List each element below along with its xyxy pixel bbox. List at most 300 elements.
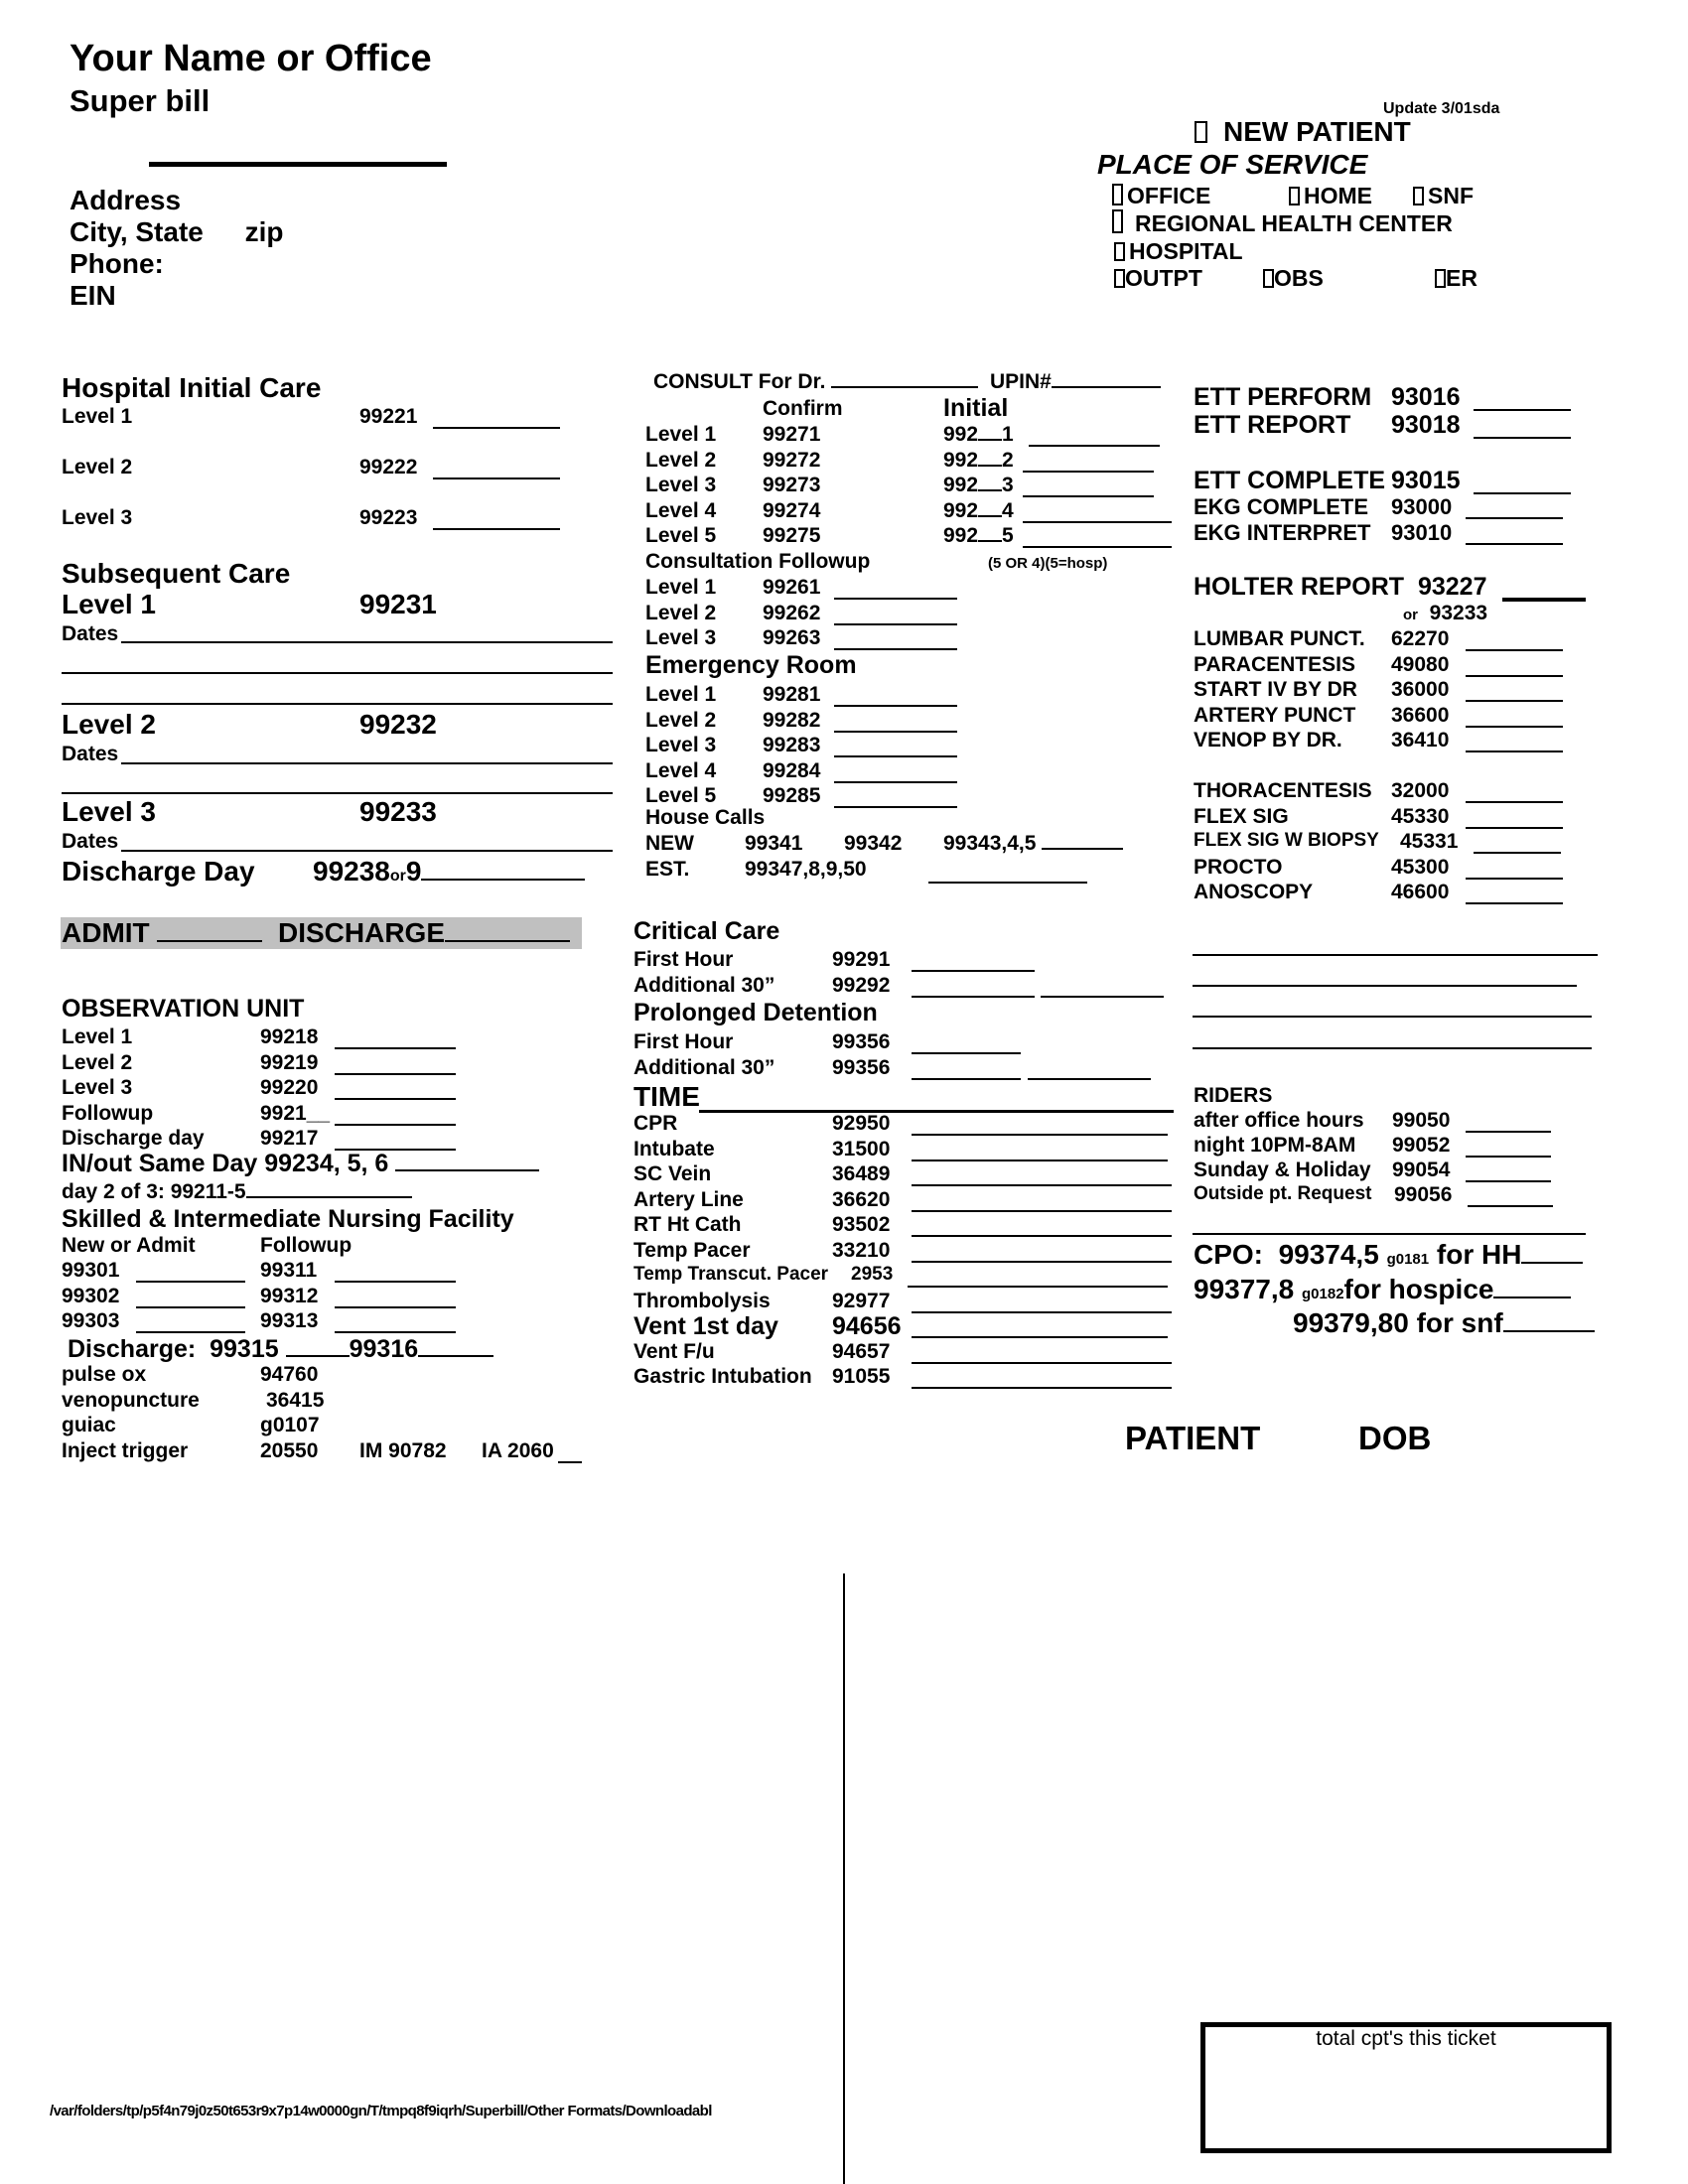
procedure-label: ANOSCOPY — [1194, 881, 1314, 903]
entry-blank[interactable] — [433, 528, 560, 530]
entry-blank[interactable] — [433, 478, 560, 479]
dr-blank[interactable] — [831, 385, 978, 388]
entry-blank[interactable] — [1023, 471, 1154, 473]
procedure-label: Vent F/u — [633, 1339, 715, 1363]
entry-blank[interactable] — [834, 598, 957, 600]
procedure-label: LUMBAR PUNCT. — [1194, 627, 1365, 650]
col-followup: Followup — [260, 1234, 352, 1257]
pos-label: SNF — [1428, 183, 1474, 208]
entry-blank[interactable] — [912, 1387, 1172, 1389]
entry-blank[interactable] — [335, 1098, 456, 1100]
digit-blank[interactable] — [978, 488, 1002, 491]
entry-blank[interactable] — [1466, 517, 1563, 519]
cpo-snf: 99379,80 for snf — [1293, 1307, 1503, 1338]
entry-blank[interactable] — [1466, 543, 1563, 545]
entry-blank[interactable] — [1466, 827, 1563, 829]
code-suffix: 5 — [1002, 524, 1014, 547]
new-patient-label: NEW PATIENT — [1223, 116, 1411, 147]
entry-blank[interactable] — [908, 1286, 1168, 1288]
hic-code: 99222 — [359, 456, 418, 478]
rider-code: 99056 — [1394, 1183, 1453, 1206]
cpo-for: for hospice — [1343, 1274, 1494, 1304]
procedure-label: START IV BY DR — [1194, 678, 1357, 701]
nf-new-code: 99303 — [62, 1309, 120, 1332]
misc-label: venopuncture — [62, 1388, 200, 1412]
entry-blank[interactable] — [1466, 878, 1563, 880]
entry-blank[interactable] — [912, 1134, 1168, 1136]
prolonged-detention-label: Additional 30” — [633, 1055, 775, 1079]
fold-divider — [843, 1573, 845, 2184]
hospital-initial-care-title: Hospital Initial Care — [62, 372, 322, 403]
procedure-code: 45330 — [1391, 804, 1450, 828]
entry-blank[interactable] — [1041, 996, 1164, 998]
entry-blank[interactable] — [335, 1047, 456, 1049]
code-suffix: 3 — [1002, 474, 1014, 496]
dates-line[interactable] — [121, 850, 613, 852]
procedure-label: CPR — [633, 1112, 678, 1135]
entry-blank[interactable] — [912, 1210, 1172, 1212]
time-line[interactable] — [699, 1110, 1174, 1113]
consult-level-label: Level 1 — [645, 423, 717, 446]
entry-blank[interactable] — [335, 1281, 456, 1283]
procedure-label: PROCTO — [1194, 855, 1283, 879]
dates-label: Dates — [62, 743, 119, 765]
total-cpt-box[interactable] — [1200, 2022, 1612, 2153]
dates-line[interactable] — [62, 703, 613, 705]
pos-obs[interactable] — [1263, 265, 1324, 292]
consult-initial-code — [943, 524, 1014, 548]
misc-code: 20550 — [260, 1438, 319, 1462]
entry-blank[interactable] — [433, 427, 560, 429]
hic-code: 99221 — [359, 405, 418, 428]
misc-label: guiac — [62, 1414, 116, 1436]
phone-label: Phone: — [70, 248, 164, 279]
cardiac-label: ETT COMPLETE — [1194, 467, 1386, 494]
entry-blank[interactable] — [912, 1261, 1172, 1263]
code: 99343,4,5 — [943, 832, 1037, 855]
upin-label: UPIN# — [989, 370, 1052, 393]
note-line[interactable] — [1193, 954, 1598, 956]
rider-code: 99050 — [1392, 1109, 1451, 1132]
riders-line[interactable] — [1193, 1233, 1586, 1235]
pos-label: OBS — [1274, 265, 1324, 291]
pos-label: HOSPITAL — [1129, 238, 1243, 264]
entry-blank[interactable] — [136, 1281, 245, 1283]
procedure-label: Thrombolysis — [633, 1289, 771, 1312]
entry-blank[interactable] — [1474, 852, 1561, 854]
obs-code: 99217 — [260, 1127, 319, 1150]
emergency-room-title: Emergency Room — [645, 651, 857, 679]
place-of-service-title: PLACE OF SERVICE — [1097, 149, 1368, 180]
consult-confirm-code: 99273 — [763, 474, 821, 496]
entry-blank[interactable] — [335, 1331, 456, 1333]
entry-blank[interactable] — [912, 1311, 1172, 1313]
entry-blank[interactable] — [1521, 1261, 1583, 1264]
new-patient-option[interactable] — [1195, 116, 1411, 148]
subsequent-level-1-code: 99231 — [359, 589, 437, 619]
critical-care-label: Additional 30” — [633, 973, 775, 997]
discharge-field[interactable] — [278, 917, 570, 949]
er-code: 99282 — [763, 708, 821, 732]
obs-code: 99218 — [260, 1025, 319, 1048]
dates-line[interactable] — [62, 792, 613, 794]
cpo-code: 99374,5 — [1278, 1239, 1379, 1270]
procedure-code: 36489 — [832, 1162, 891, 1185]
consult-confirm-code: 99275 — [763, 524, 821, 547]
cardiac-code: 93018 — [1391, 411, 1461, 439]
cpo-g-code: g0182 — [1302, 1286, 1344, 1302]
checkbox-icon[interactable] — [1413, 187, 1424, 205]
checkbox-icon[interactable] — [1114, 269, 1125, 288]
pos-outpt[interactable] — [1114, 265, 1202, 292]
misc-code: 36415 — [266, 1388, 325, 1412]
entry-blank[interactable] — [1023, 521, 1172, 523]
time-label: TIME — [633, 1081, 700, 1112]
er-code: 99284 — [763, 758, 821, 782]
observation-unit-title: OBSERVATION UNIT — [62, 995, 305, 1023]
entry-blank[interactable] — [834, 705, 957, 707]
total-cpt-label: total cpt's this ticket — [1316, 2027, 1496, 2050]
subsequent-level-2: Level 2 — [62, 709, 156, 740]
entry-blank[interactable] — [928, 882, 1087, 884]
subsequent-level-1: Level 1 — [62, 589, 156, 619]
admit-label: ADMIT — [62, 917, 150, 948]
code-prefix: 992 — [943, 448, 979, 472]
dates-line[interactable] — [62, 672, 613, 674]
er-label: Level 1 — [645, 683, 717, 706]
obs-label: Level 1 — [62, 1025, 133, 1048]
procedure-code: 94656 — [832, 1312, 902, 1340]
procedure-code: 36410 — [1391, 729, 1450, 751]
form-title: Super bill — [70, 83, 211, 118]
entry-blank[interactable] — [912, 1336, 1168, 1338]
code: 99238 — [313, 856, 390, 887]
entry-blank[interactable] — [912, 1235, 1172, 1237]
cardiac-label: EKG INTERPRET — [1194, 520, 1371, 545]
misc-im-code: IM 90782 — [359, 1438, 447, 1462]
house-calls-est: EST. — [645, 858, 690, 881]
procedure-label: SC Vein — [633, 1162, 712, 1185]
col-new-or-admit: New or Admit — [62, 1234, 196, 1257]
checkbox-icon[interactable] — [1263, 269, 1274, 288]
rider-code: 99052 — [1392, 1134, 1451, 1157]
entry-blank[interactable] — [1466, 700, 1563, 702]
critical-care-label: First Hour — [633, 948, 734, 971]
dates-line[interactable] — [121, 641, 613, 643]
procedure-code: 33210 — [832, 1238, 891, 1262]
misc-label: pulse ox — [62, 1363, 147, 1386]
procedure-label: PARACENTESIS — [1194, 652, 1355, 676]
obs-label: Discharge day — [62, 1127, 205, 1150]
obs-code: 99220 — [260, 1076, 319, 1099]
misc-code: 94760 — [260, 1363, 319, 1386]
holter-alt — [1403, 602, 1487, 625]
consult-level-label: Level 4 — [645, 498, 717, 522]
house-calls-est-code: 99347,8,9,50 — [745, 858, 867, 881]
prolonged-detention-label: First Hour — [633, 1030, 734, 1053]
house-calls-code — [943, 832, 1123, 856]
entry-blank[interactable] — [421, 878, 585, 881]
rider-label: Outside pt. Request — [1194, 1183, 1372, 1204]
procedure-code: 32000 — [1391, 779, 1450, 802]
critical-care-code: 99292 — [832, 973, 891, 997]
entry-blank[interactable] — [834, 623, 957, 625]
pos-label: REGIONAL HEALTH CENTER — [1135, 210, 1453, 236]
entry-blank[interactable] — [136, 1306, 245, 1308]
entry-blank[interactable] — [1466, 726, 1563, 728]
zip-label: zip — [244, 216, 284, 247]
entry-blank[interactable] — [1503, 1329, 1595, 1332]
cpo-line-3 — [1293, 1307, 1595, 1339]
digit-blank[interactable] — [978, 438, 1002, 441]
entry-blank[interactable] — [834, 648, 957, 650]
hic-label: Level 2 — [62, 456, 133, 478]
admit-field[interactable] — [62, 917, 262, 949]
entry-blank[interactable] — [1493, 1296, 1571, 1298]
cardiac-code: 93010 — [1391, 520, 1453, 545]
entry-blank[interactable] — [136, 1331, 245, 1333]
entry-blank[interactable] — [1466, 1131, 1551, 1133]
obs-label: Level 2 — [62, 1050, 133, 1074]
procedure-code: 94657 — [832, 1339, 891, 1363]
digit-blank[interactable] — [978, 464, 1002, 467]
entry-blank[interactable] — [834, 781, 957, 783]
update-note: Update 3/01sda — [1383, 100, 1500, 117]
misc-code: g0107 — [260, 1414, 320, 1436]
entry-blank[interactable] — [1466, 649, 1563, 651]
nf-new-code: 99302 — [62, 1284, 120, 1307]
pos-snf[interactable] — [1413, 183, 1474, 209]
entry-blank[interactable] — [1474, 492, 1571, 494]
entry-blank[interactable] — [1466, 1180, 1551, 1182]
obs-label: Followup — [62, 1101, 154, 1125]
procedure-label: Temp Transcut. Pacer — [633, 1264, 829, 1285]
consult-followup-label: Level 3 — [645, 626, 717, 649]
cpo-for: for HH — [1436, 1239, 1522, 1270]
pos-hospital[interactable] — [1114, 238, 1243, 265]
consult-initial-code — [943, 499, 1014, 523]
city-state-label — [70, 216, 284, 248]
note-line[interactable] — [1193, 1016, 1592, 1018]
entry-blank[interactable] — [1466, 1156, 1551, 1158]
procedure-code: 93502 — [832, 1213, 891, 1236]
procedure-label: Temp Pacer — [633, 1238, 751, 1262]
day2-label: day 2 of 3: 99211-5 — [62, 1180, 246, 1203]
er-label: Level 4 — [645, 758, 717, 782]
obs-label: Level 3 — [62, 1076, 133, 1099]
code-suffix: 1 — [1002, 423, 1014, 446]
procedure-code: 36620 — [832, 1187, 891, 1211]
upin-blank[interactable] — [1052, 385, 1161, 388]
checkbox-icon[interactable] — [1112, 209, 1123, 233]
critical-care-code: 99291 — [832, 948, 891, 971]
entry-blank[interactable] — [834, 731, 957, 733]
entry-blank[interactable] — [1466, 675, 1563, 677]
pos-regional-health-center[interactable] — [1112, 209, 1453, 237]
prolonged-detention-code: 99356 — [832, 1030, 891, 1053]
same-day-label: IN/out Same Day 99234, 5, 6 — [62, 1150, 389, 1177]
note-line[interactable] — [1193, 1047, 1592, 1049]
city-state: City, State — [70, 216, 204, 247]
entry-blank[interactable] — [912, 1362, 1172, 1364]
digit-blank[interactable] — [978, 514, 1002, 517]
consult-initial-code — [943, 423, 1014, 447]
entry-blank[interactable] — [1029, 445, 1160, 447]
entry-blank[interactable] — [912, 996, 1035, 998]
procedure-code: 62270 — [1391, 627, 1450, 650]
pos-office[interactable] — [1112, 183, 1210, 209]
entry-blank[interactable] — [418, 1354, 493, 1357]
subsequent-level-3: Level 3 — [62, 796, 156, 827]
ein-label: EIN — [70, 280, 116, 311]
entry-blank[interactable] — [1042, 847, 1123, 850]
holter-blank[interactable] — [1502, 598, 1586, 602]
consult-for-dr — [653, 370, 1161, 394]
cardiac-label: ETT REPORT — [1194, 411, 1351, 439]
code-prefix: 992 — [943, 474, 979, 496]
consult-followup-title: Consultation Followup — [645, 550, 871, 573]
consult-initial-code — [943, 474, 1014, 497]
office-name: Your Name or Office — [70, 38, 432, 79]
er-label: Level 3 — [645, 734, 717, 756]
consult-followup-label: Level 1 — [645, 576, 717, 599]
cardiac-code: 93016 — [1391, 383, 1461, 411]
entry-blank[interactable] — [834, 806, 957, 808]
entry-blank[interactable] — [286, 1354, 350, 1357]
entry-blank[interactable] — [558, 1461, 582, 1463]
misc-ia-code: IA 2060 — [482, 1438, 554, 1462]
pos-home[interactable] — [1289, 183, 1372, 209]
consult-initial-code — [943, 449, 1014, 473]
procedure-label: THORACENTESIS — [1194, 779, 1372, 802]
checkbox-icon[interactable] — [1112, 184, 1123, 205]
house-calls-code: 99342 — [844, 832, 903, 855]
nf-followup-code: 99311 — [260, 1259, 318, 1282]
obs-code: 99219 — [260, 1050, 319, 1074]
dates-label: Dates — [62, 830, 119, 853]
entry-blank[interactable] — [1474, 437, 1571, 439]
procedure-label: RT Ht Cath — [633, 1213, 742, 1236]
pos-label: HOME — [1304, 183, 1372, 208]
entry-blank[interactable] — [246, 1195, 412, 1198]
entry-blank[interactable] — [1466, 902, 1563, 904]
col-initial: Initial — [943, 394, 1009, 422]
entry-blank[interactable] — [834, 755, 957, 757]
consult-level-label: Level 5 — [645, 524, 717, 547]
procedure-code: 91055 — [832, 1365, 891, 1388]
code-alt: 9 — [405, 856, 422, 887]
discharge-day-label: Discharge Day — [62, 856, 255, 887]
house-calls-title: House Calls — [645, 806, 766, 829]
entry-blank[interactable] — [1466, 801, 1563, 803]
procedure-code: 46600 — [1391, 881, 1450, 903]
subsequent-care-title: Subsequent Care — [62, 558, 291, 589]
entry-blank[interactable] — [912, 1052, 1021, 1054]
holter-code: 93227 — [1417, 573, 1487, 601]
holter-label: HOLTER REPORT — [1194, 573, 1405, 601]
cpo-code: 99377,8 — [1194, 1274, 1295, 1304]
entry-blank[interactable] — [335, 1124, 456, 1126]
entry-blank[interactable] — [1023, 546, 1172, 548]
code-prefix: 992 — [943, 423, 979, 446]
prolonged-detention-code: 99356 — [832, 1055, 891, 1079]
nf-followup-code: 99312 — [260, 1284, 319, 1307]
dates-line[interactable] — [121, 762, 613, 764]
house-calls-code: 99341 — [745, 832, 803, 855]
checkbox-icon[interactable] — [1289, 187, 1300, 205]
in-out-same-day — [62, 1150, 539, 1178]
consult-confirm-code: 99271 — [763, 423, 821, 446]
entry-blank[interactable] — [1028, 1078, 1151, 1080]
consult-label: CONSULT For Dr. — [653, 370, 826, 393]
entry-blank[interactable] — [1474, 409, 1571, 411]
procedure-code: 36600 — [1391, 703, 1450, 727]
digit-blank[interactable] — [978, 539, 1002, 542]
checkbox-icon[interactable] — [1435, 269, 1446, 288]
cardiac-label: EKG COMPLETE — [1194, 494, 1369, 519]
entry-blank[interactable] — [335, 1306, 456, 1308]
hic-label: Level 3 — [62, 506, 133, 529]
er-code: 99283 — [763, 734, 821, 756]
critical-care-title: Critical Care — [633, 917, 780, 945]
checkbox-icon[interactable] — [1114, 242, 1125, 261]
entry-blank[interactable] — [335, 1073, 456, 1075]
entry-blank[interactable] — [335, 1149, 456, 1151]
cpo-line-1 — [1194, 1239, 1583, 1271]
er-label: Level 5 — [645, 784, 717, 807]
consult-followup-code: 99261 — [763, 576, 821, 599]
nf-discharge-code: 99316 — [349, 1335, 419, 1363]
procedure-label: VENOP BY DR. — [1194, 729, 1342, 751]
entry-blank[interactable] — [912, 1078, 1021, 1080]
checkbox-icon[interactable] — [1195, 121, 1207, 143]
pos-er[interactable] — [1435, 265, 1477, 292]
obs-code: 9921__ — [260, 1101, 331, 1125]
consult-level-label: Level 2 — [645, 448, 717, 472]
misc-label: Inject trigger — [62, 1438, 189, 1462]
discharge-blank[interactable] — [445, 939, 570, 942]
entry-blank[interactable] — [395, 1168, 539, 1171]
entry-blank[interactable] — [1023, 495, 1154, 497]
procedure-label: FLEX SIG — [1194, 804, 1289, 828]
consult-followup-code: 99262 — [763, 601, 821, 624]
cpo-g-code: g0181 — [1386, 1251, 1430, 1268]
code-prefix: 992 — [943, 524, 979, 547]
pos-label: ER — [1446, 265, 1477, 291]
code-suffix: 4 — [1002, 498, 1014, 522]
entry-blank[interactable] — [912, 970, 1035, 972]
footer-file-path: /var/folders/tp/p5f4n79j0z50t653r9x7p14w0000gn/T/tmpq8f9iqrh/Superbill/Other Formats/Downloadabl — [50, 2103, 712, 2119]
entry-blank[interactable] — [1468, 1205, 1553, 1207]
procedure-label: FLEX SIG W BIOPSY — [1194, 830, 1379, 851]
consult-followup-label: Level 2 — [645, 601, 717, 624]
admit-blank[interactable] — [157, 939, 262, 942]
consult-confirm-code: 99274 — [763, 498, 821, 522]
hic-label: Level 1 — [62, 405, 133, 428]
holter-report — [1194, 573, 1486, 602]
note-line[interactable] — [1193, 985, 1577, 987]
house-calls-new: NEW — [645, 832, 694, 855]
consult-followup-code: 99263 — [763, 626, 821, 649]
entry-blank[interactable] — [912, 1160, 1168, 1161]
procedure-code: 45300 — [1391, 855, 1450, 879]
nf-new-code: 99301 — [62, 1259, 120, 1282]
procedure-code: 36000 — [1391, 678, 1450, 701]
entry-blank[interactable] — [912, 1184, 1172, 1186]
procedure-code: 2953 — [851, 1264, 894, 1285]
er-label: Level 2 — [645, 708, 717, 732]
entry-blank[interactable] — [1466, 751, 1563, 752]
